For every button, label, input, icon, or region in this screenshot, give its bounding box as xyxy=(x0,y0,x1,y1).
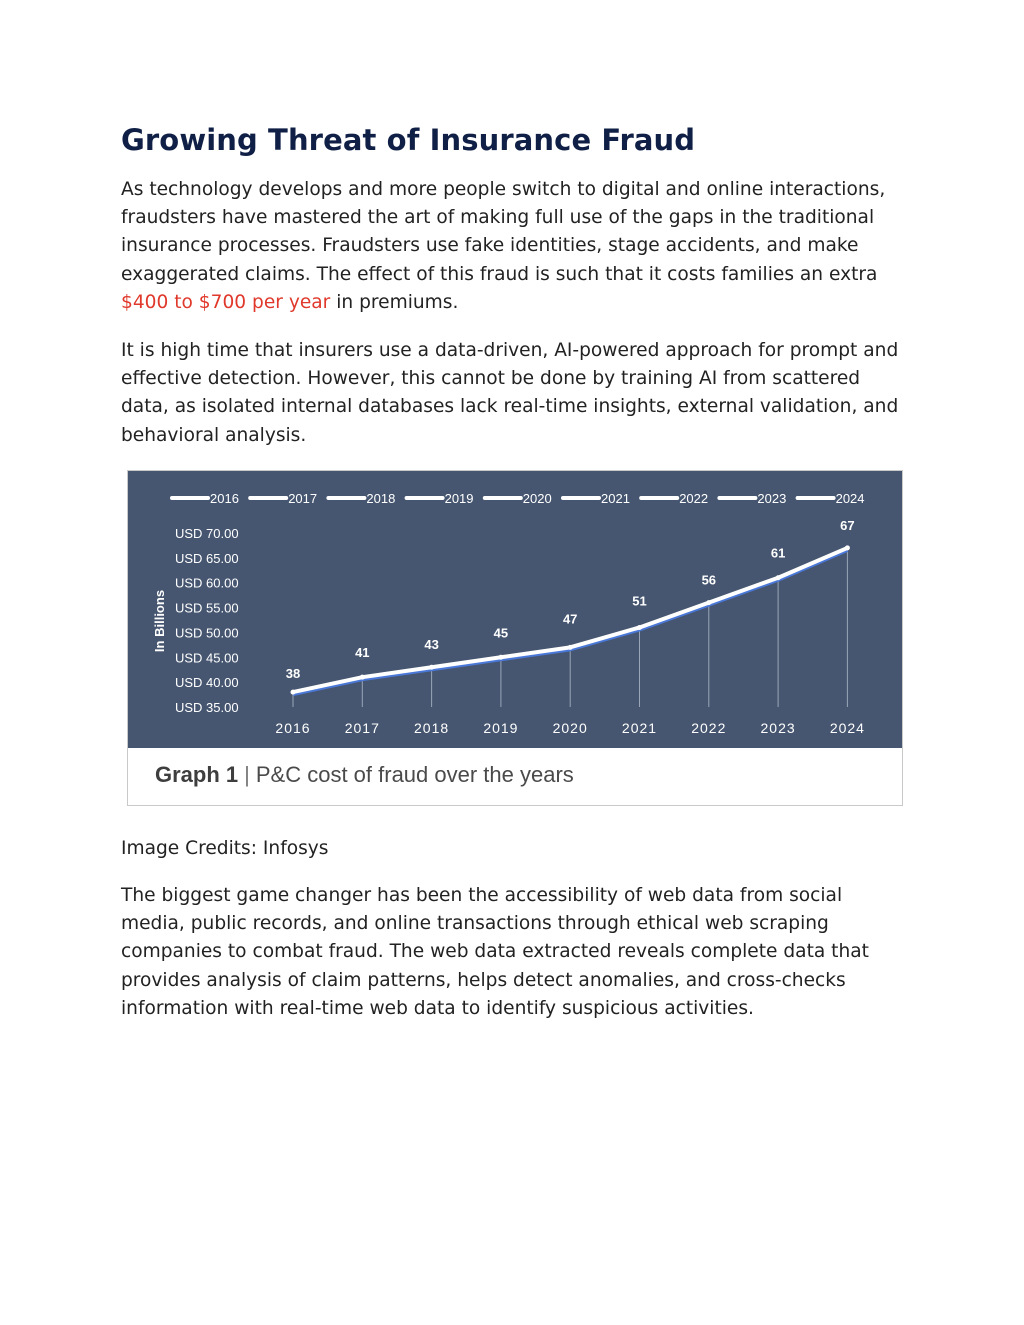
x-tick-label-2023: 2023 xyxy=(760,720,796,736)
chart-background xyxy=(128,471,902,748)
data-point-2020 xyxy=(568,645,573,650)
legend-label-2023: 2023 xyxy=(757,491,787,506)
legend-label-2016: 2016 xyxy=(210,491,239,506)
article-continued xyxy=(121,882,911,1043)
image-credits: Image Credits: Infosys xyxy=(121,838,329,859)
x-tick-label-2018: 2018 xyxy=(414,720,450,736)
figure-caption xyxy=(155,762,574,788)
data-point-2022 xyxy=(706,600,711,605)
x-axis-tick-labels xyxy=(275,720,865,736)
data-label-2018: 43 xyxy=(424,637,439,653)
data-label-2021: 51 xyxy=(632,593,647,609)
x-tick-label-2019: 2019 xyxy=(483,720,519,736)
data-point-2021 xyxy=(637,625,642,630)
data-point-2018 xyxy=(429,665,434,670)
data-point-2016 xyxy=(291,690,296,695)
data-label-2016: 38 xyxy=(285,666,301,682)
x-tick-label-2017: 2017 xyxy=(344,720,380,736)
y-tick-label: USD 55.00 xyxy=(175,600,239,616)
data-point-2017 xyxy=(360,675,365,680)
data-point-2019 xyxy=(498,655,503,660)
y-tick-label: USD 50.00 xyxy=(175,625,239,641)
paragraph-intro-end: in premiums. xyxy=(330,291,459,313)
legend-label-2019: 2019 xyxy=(444,491,474,506)
caption-separator: | xyxy=(244,762,250,787)
data-label-2023: 61 xyxy=(770,545,786,561)
y-tick-label: USD 70.00 xyxy=(175,526,239,541)
caption-graph-number: Graph 1 xyxy=(155,762,239,787)
data-label-2019: 45 xyxy=(493,625,509,641)
data-label-2022: 56 xyxy=(701,572,717,588)
article xyxy=(121,118,911,470)
fraud-cost-line-chart xyxy=(128,471,902,748)
legend-label-2022: 2022 xyxy=(679,491,709,506)
legend-label-2017: 2017 xyxy=(288,491,318,506)
x-tick-label-2021: 2021 xyxy=(621,720,658,736)
paragraph-web-data: The biggest game changer has been the accessibility of web data from social media, public records, and online transactions through ethical web scraping companies to combat fraud. The web data extracted reveals complete data that provides analysis of claim patterns, helps detect anomalies, and cross-checks information with real-time web data to identify suspicious activities. xyxy=(121,885,869,1019)
x-tick-label-2022: 2022 xyxy=(691,720,727,736)
article-title: Growing Threat of Insurance Fraud xyxy=(121,123,696,157)
y-tick-label: USD 40.00 xyxy=(175,675,239,691)
paragraph-intro-text: As technology develops and more people switch to digital and online interactions, fraudsters have mastered the art of making full use of the gaps in the traditional insurance processes. Fraudsters use fake identities, stage accidents, and make exaggerated claims. The effect of this fraud is such that it costs families an extra xyxy=(121,179,886,285)
fraud-cost-figure xyxy=(127,470,903,806)
x-tick-label-2024: 2024 xyxy=(829,720,865,736)
legend-label-2020: 2020 xyxy=(522,491,552,506)
paragraph-intro xyxy=(121,176,911,317)
y-tick-label: USD 65.00 xyxy=(175,550,239,566)
legend-label-2024: 2024 xyxy=(835,491,865,506)
data-label-2017: 41 xyxy=(355,645,370,661)
legend-label-2021: 2021 xyxy=(601,491,630,506)
legend-label-2018: 2018 xyxy=(366,491,396,506)
data-label-2024: 67 xyxy=(840,517,855,533)
caption-text: P&C cost of fraud over the years xyxy=(255,762,574,787)
x-tick-label-2020: 2020 xyxy=(552,720,588,736)
paragraph-ai-approach: It is high time that insurers use a data-driven, AI-powered approach for prompt and effective detection. However, this cannot be done by training AI from scattered data, as isolated internal databases lack real-time insights, external validation, and behavioral analysis. xyxy=(121,340,899,446)
y-tick-label: USD 60.00 xyxy=(175,575,239,591)
data-point-2024 xyxy=(845,545,850,550)
y-tick-label: USD 35.00 xyxy=(175,700,239,715)
y-tick-label: USD 45.00 xyxy=(175,650,239,666)
data-label-2020: 47 xyxy=(562,611,578,627)
x-tick-label-2016: 2016 xyxy=(275,720,311,736)
premium-cost-highlight: $400 to $700 per year xyxy=(121,291,331,313)
data-point-2023 xyxy=(776,575,781,580)
y-axis-label: In Billions xyxy=(152,589,167,653)
